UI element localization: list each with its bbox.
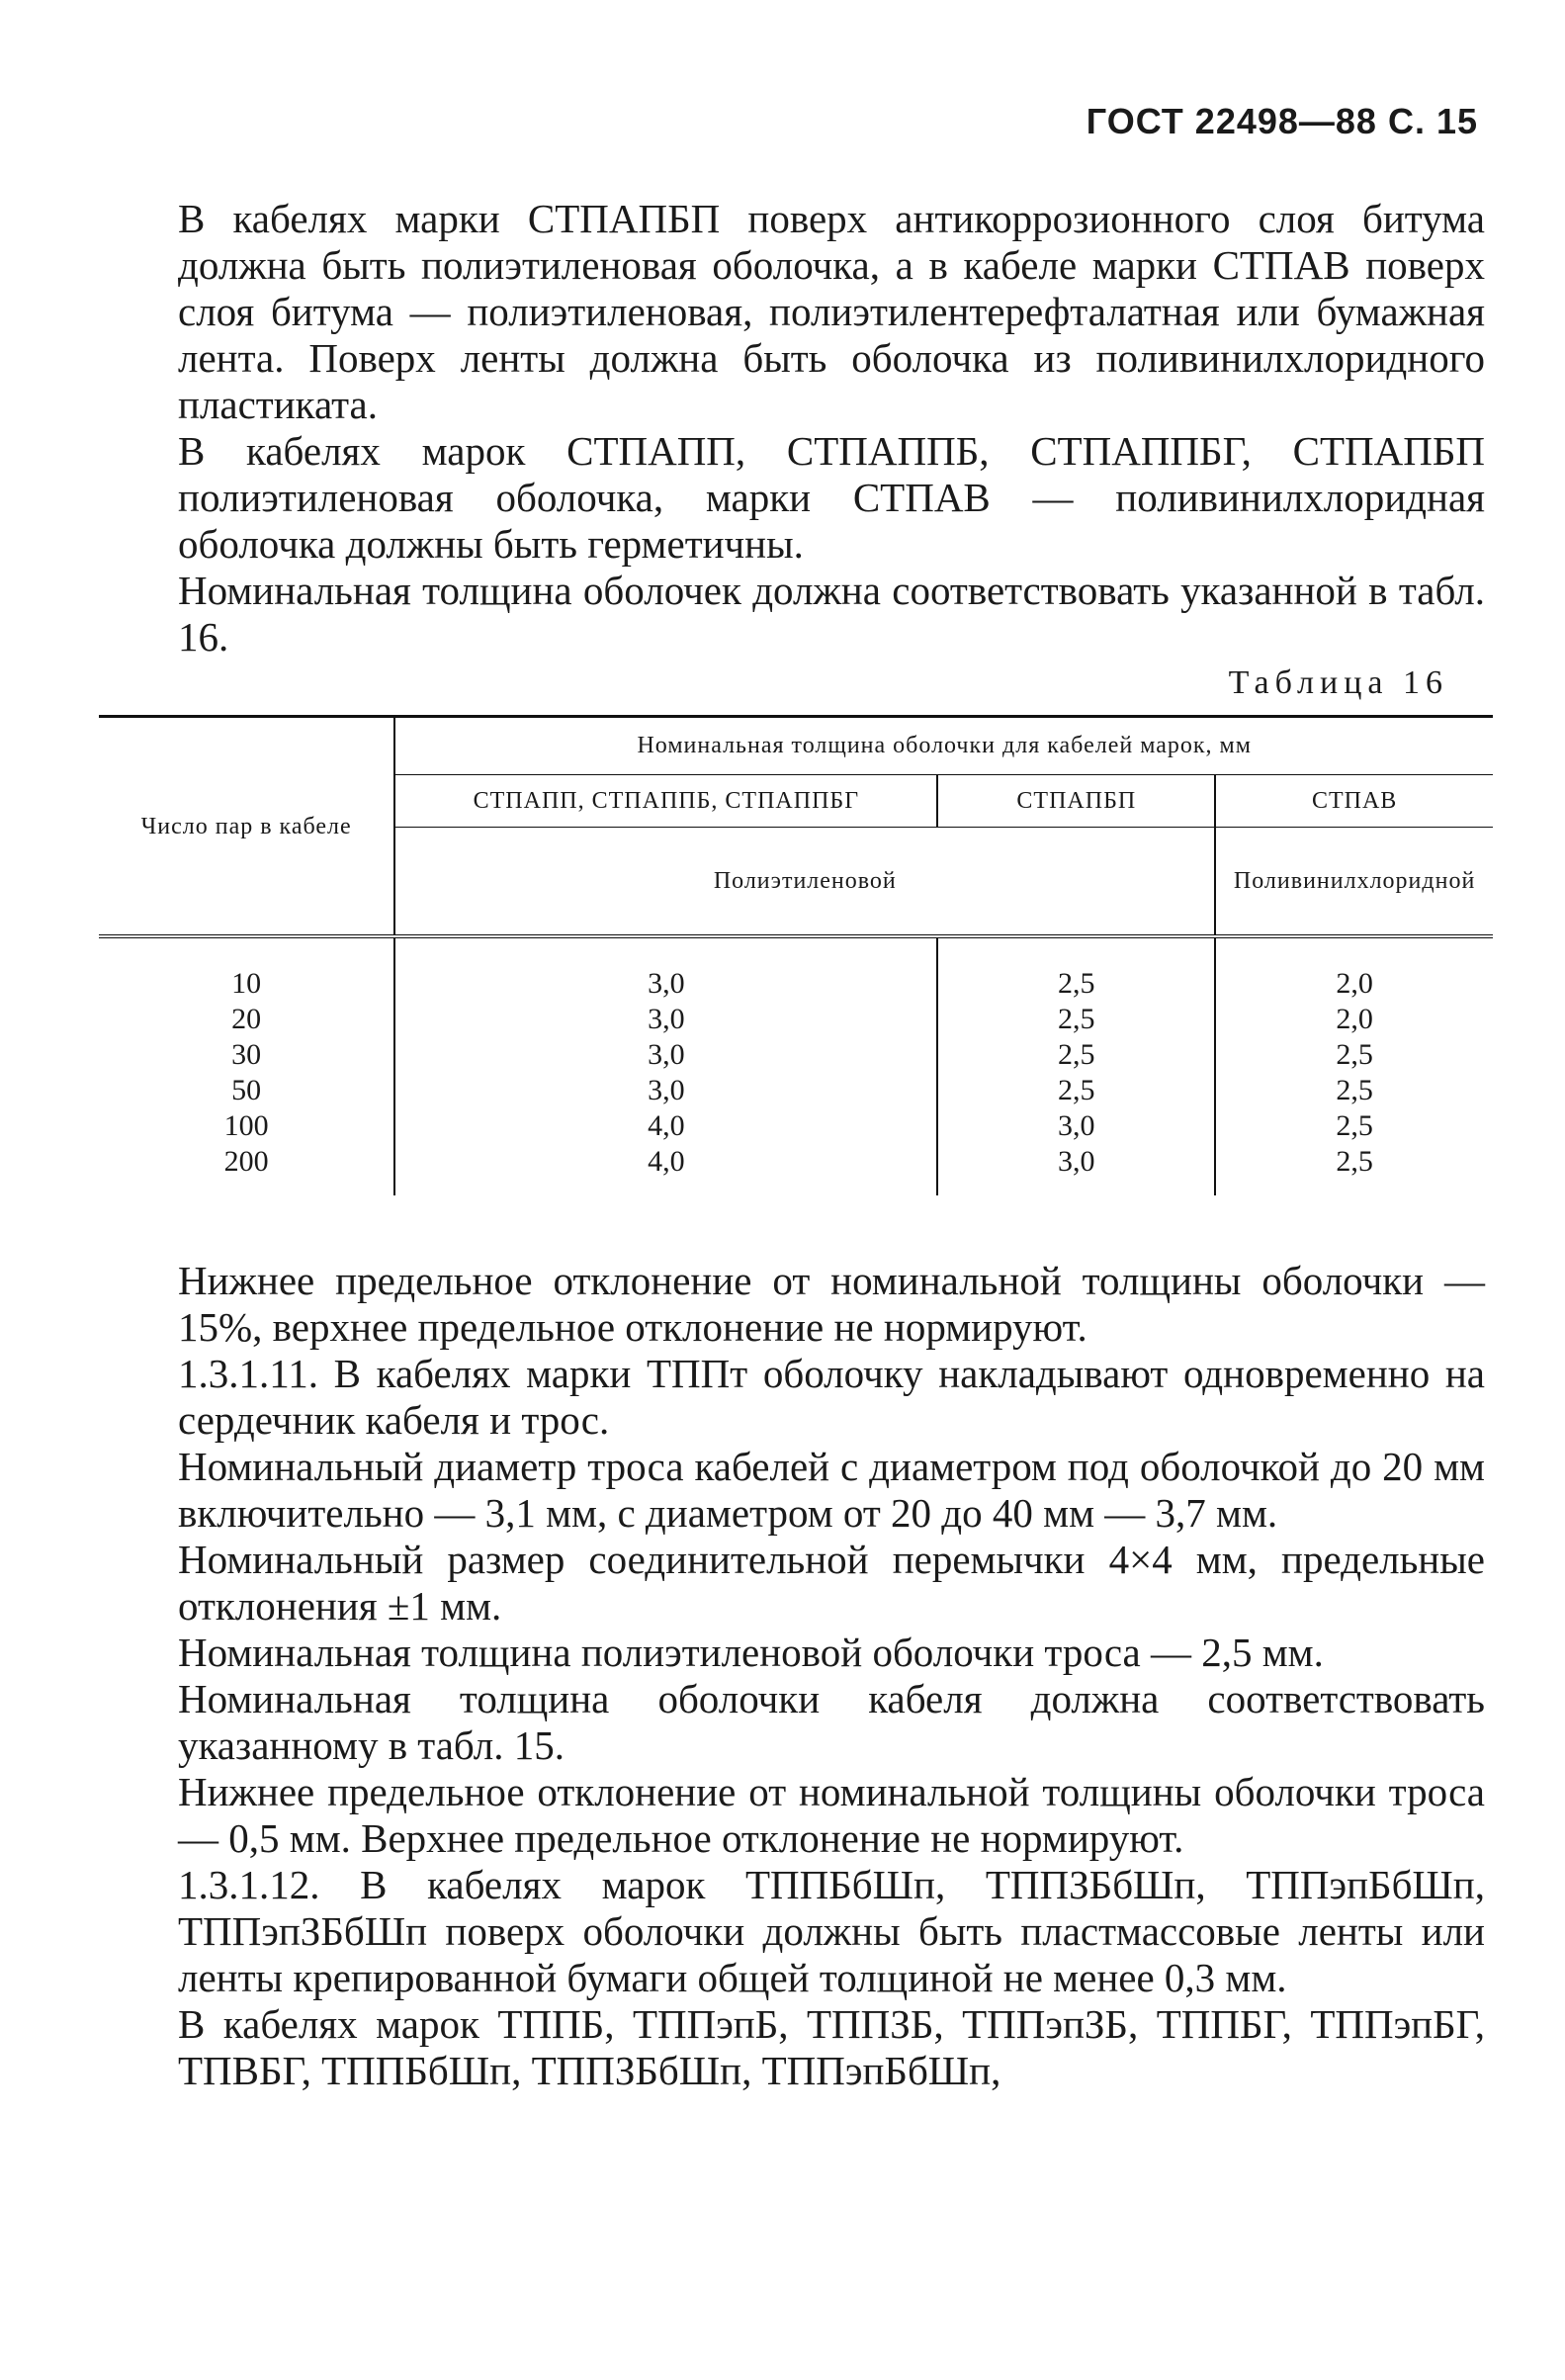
col-stpapbp [937, 938, 1215, 1195]
cell: 2,0 [1336, 967, 1373, 1000]
cell: 2,5 [1336, 1109, 1373, 1142]
paragraph-3: Номинальная толщина оболочек должна соответствовать указанной в табл. 16. [178, 568, 1485, 660]
cell: 3,0 [648, 1074, 685, 1106]
cell: 2,5 [1336, 1074, 1373, 1106]
cell: 10 [231, 967, 262, 1000]
cell: 2,5 [1058, 967, 1095, 1000]
cell: 2,5 [1058, 1038, 1095, 1071]
group-header: Номинальная толщина оболочки для кабелей марок, мм [394, 717, 1493, 775]
bottom-text-block [178, 1258, 1485, 2094]
cell: 30 [231, 1038, 262, 1071]
table-caption: Таблица 16 [1228, 664, 1448, 701]
cell: 2,0 [1336, 1003, 1373, 1035]
sub-header-polyethylene: Полиэтиленовой [394, 828, 1215, 937]
cell: 4,0 [648, 1145, 685, 1178]
cell: 20 [231, 1003, 262, 1035]
paragraph-11: 1.3.1.12. В кабелях марок ТППБбШп, ТППЗБбШп, ТППэпБбШп, ТППэпЗБбШп поверх оболочки должны быть пластмассовые ленты или ленты крепированной бумаги общей толщиной не менее 0,3 мм. [178, 1862, 1485, 2000]
stub-header: Число пар в кабеле [99, 717, 394, 937]
page-header: ГОСТ 22498—88 С. 15 [1086, 101, 1478, 141]
paragraph-7: Номинальный размер соединительной перемычки 4×4 мм, предельные отклонения ±1 мм. [178, 1537, 1485, 1629]
col-header-stpapp: СТПАПП, СТПАППБ, СТПАППБГ [394, 775, 937, 828]
cell: 3,0 [648, 1003, 685, 1035]
paragraph-4: Нижнее предельное отклонение от номинальной толщины оболочки — 15%, верхнее предельное отклонение не нормируют. [178, 1258, 1485, 1350]
paragraph-10: Нижнее предельное отклонение от номинальной толщины оболочки троса — 0,5 мм. Верхнее предельное отклонение не нормируют. [178, 1769, 1485, 1861]
cell: 100 [223, 1109, 269, 1142]
paragraph-6: Номинальный диаметр троса кабелей с диаметром под оболочкой до 20 мм включительно — 3,1 мм, с диаметром от 20 до 40 мм — 3,7 мм. [178, 1444, 1485, 1536]
cell: 3,0 [648, 967, 685, 1000]
col-header-stpav: СТПАВ [1215, 775, 1493, 828]
cell: 2,5 [1058, 1074, 1095, 1106]
cell: 2,5 [1336, 1145, 1373, 1178]
cell: 2,5 [1058, 1003, 1095, 1035]
paragraph-2: В кабелях марок СТПАПП, СТПАППБ, СТПАППБГ, СТПАПБП полиэтиленовая оболочка, марки СТПАВ — поливинилхлоридная оболочка должны быть герметичны. [178, 428, 1485, 567]
col-pairs [99, 938, 394, 1195]
table-16 [99, 715, 1493, 1195]
paragraph-5: 1.3.1.11. В кабелях марки ТППт оболочку накладывают одновременно на сердечник кабеля и трос. [178, 1351, 1485, 1443]
col-header-stpapbp: СТПАПБП [937, 775, 1215, 828]
cell: 200 [223, 1145, 269, 1178]
cell: 3,0 [648, 1038, 685, 1071]
paragraph-12: В кабелях марок ТППБ, ТППэпБ, ТППЗБ, ТППэпЗБ, ТППБГ, ТППэпБГ, ТПВБГ, ТППБбШп, ТППЗБбШп, ТППэпБбШп, [178, 2001, 1485, 2093]
col-stpapp [394, 938, 937, 1195]
paragraph-1: В кабелях марки СТПАПБП поверх антикоррозионного слоя битума должна быть полиэтиленовая оболочка, а в кабеле марки СТПАВ поверх слоя битума — полиэтиленовая, полиэтилентерефталатная или бумажная лента. Поверх ленты должна быть оболочка из поливинилхлоридного пластиката. [178, 196, 1485, 427]
cell: 3,0 [1058, 1109, 1095, 1142]
top-text-block [178, 196, 1485, 661]
cell: 3,0 [1058, 1145, 1095, 1178]
paragraph-8: Номинальная толщина полиэтиленовой оболочки троса — 2,5 мм. [178, 1630, 1324, 1675]
col-stpav [1215, 938, 1493, 1195]
cell: 2,5 [1336, 1038, 1373, 1071]
cell: 4,0 [648, 1109, 685, 1142]
paragraph-9: Номинальная толщина оболочки кабеля должна соответствовать указанному в табл. 15. [178, 1676, 1485, 1768]
cell: 50 [231, 1074, 262, 1106]
sub-header-pvc: Поливинилхлоридной [1215, 828, 1493, 937]
